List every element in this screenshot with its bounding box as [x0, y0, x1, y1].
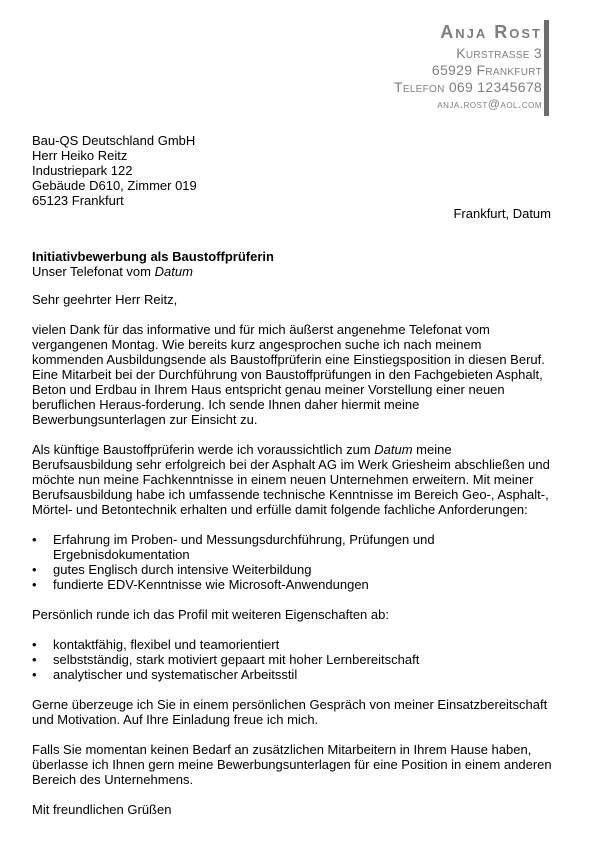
- subject-reference: [32, 264, 274, 279]
- list-item: • Erfahrung im Proben- und Messungsdurchführung, Prüfungen und Ergebnisdokumentation: [32, 532, 552, 562]
- sender-vertical-rule: [544, 20, 549, 116]
- letter-body: [32, 292, 552, 832]
- paragraph-4: Gerne überzeuge ich Sie in einem persönlichen Gespräch von meiner Einsatzbereitschaft und Motivation. Auf Ihre Einladung freue ich mich.: [32, 697, 548, 727]
- list-item: • kontaktfähig, flexibel und teamorientiert: [32, 637, 552, 652]
- paragraph-2-date: Datum: [374, 442, 413, 457]
- paragraph-1: vielen Dank für das informative und für mich äußerst angenehme Telefonat vom vergangenen Montag. Wie bereits kurz angesprochen suche ich nach meinem kommenden Ausbildungsende als Baustoffprüferin eine Einstiegsposition in diesen Beruf. Eine Mitarbeit bei der Durchführung von Baustoffprüfungen in den Fachgebieten Asphalt, Beton und Erdbau in Ihrem Haus entspricht genau meiner Vorstellung einer neuen beruflichen Heraus-forderung. Ich sende Ihnen daher hiermit meine Bewerbungsunterlagen zur Einsicht zu.: [32, 322, 545, 427]
- sender-block: [394, 20, 542, 113]
- recipient-address: [32, 133, 197, 208]
- list-item: • fundierte EDV-Kenntnisse wie Microsoft-Anwendungen: [32, 577, 552, 592]
- subject-title: Initiativbewerbung als Baustoffprüferin: [32, 249, 274, 264]
- sender-street: Kurstrasse 3: [456, 45, 542, 61]
- list-item: • analytischer und systematischer Arbeitsstil: [32, 667, 552, 682]
- sender-city: 65929 Frankfurt: [431, 62, 542, 78]
- salutation: Sehr geehrter Herr Reitz,: [32, 292, 178, 307]
- sender-name: Anja Rost: [440, 22, 542, 42]
- paragraph-5: Falls Sie momentan keinen Bedarf an zusätzlichen Mitarbeitern in Ihrem Hause haben, überlasse ich Ihnen gern meine Bewerbungsunterlagen für eine Position in einem anderen Bereich des Unternehmens.: [32, 742, 552, 787]
- paragraph-2-after: meine Berufsausbildung sehr erfolgreich bei der Asphalt AG im Werk Griesheim abschließen und möchte nun meine Fachkenntnisse in einem neuen Unternehmen erweitern. Mit meiner Berufsausbildung habe ich umfassende technische Kenntnisse im Bereich Geo-, Asphalt-, Mörtel- und Betontechnik erhalten und erfülle damit folgende fachliche Anforderungen:: [32, 442, 550, 517]
- paragraph-2: [32, 442, 552, 517]
- closing: Mit freundlichen Grüßen: [32, 802, 172, 817]
- recipient-building: Gebäude D610, Zimmer 019: [32, 178, 197, 193]
- recipient-person: Herr Heiko Reitz: [32, 148, 128, 163]
- subject-reference-date: Datum: [154, 264, 193, 279]
- sender-email: anja.rost@aol.com: [437, 97, 542, 111]
- recipient-city: 65123 Frankfurt: [32, 193, 124, 208]
- place-date: Frankfurt, Datum: [453, 206, 551, 221]
- subject-reference-prefix: Unser Telefonat vom: [32, 264, 155, 279]
- recipient-street: Industriepark 122: [32, 163, 133, 178]
- list-item: • gutes Englisch durch intensive Weiterbildung: [32, 562, 552, 577]
- sender-phone: Telefon 069 12345678: [394, 79, 542, 95]
- paragraph-3: Persönlich runde ich das Profil mit weiteren Eigenschaften ab:: [32, 607, 389, 622]
- recipient-company: Bau-QS Deutschland GmbH: [32, 133, 196, 148]
- traits-list: [32, 637, 552, 682]
- list-item: • selbstständig, stark motiviert gepaart mit hoher Lernbereitschaft: [32, 652, 552, 667]
- subject-block: [32, 249, 274, 279]
- paragraph-2-before: Als künftige Baustoffprüferin werde ich voraussichtlich zum: [32, 442, 375, 457]
- skills-list: [32, 532, 552, 592]
